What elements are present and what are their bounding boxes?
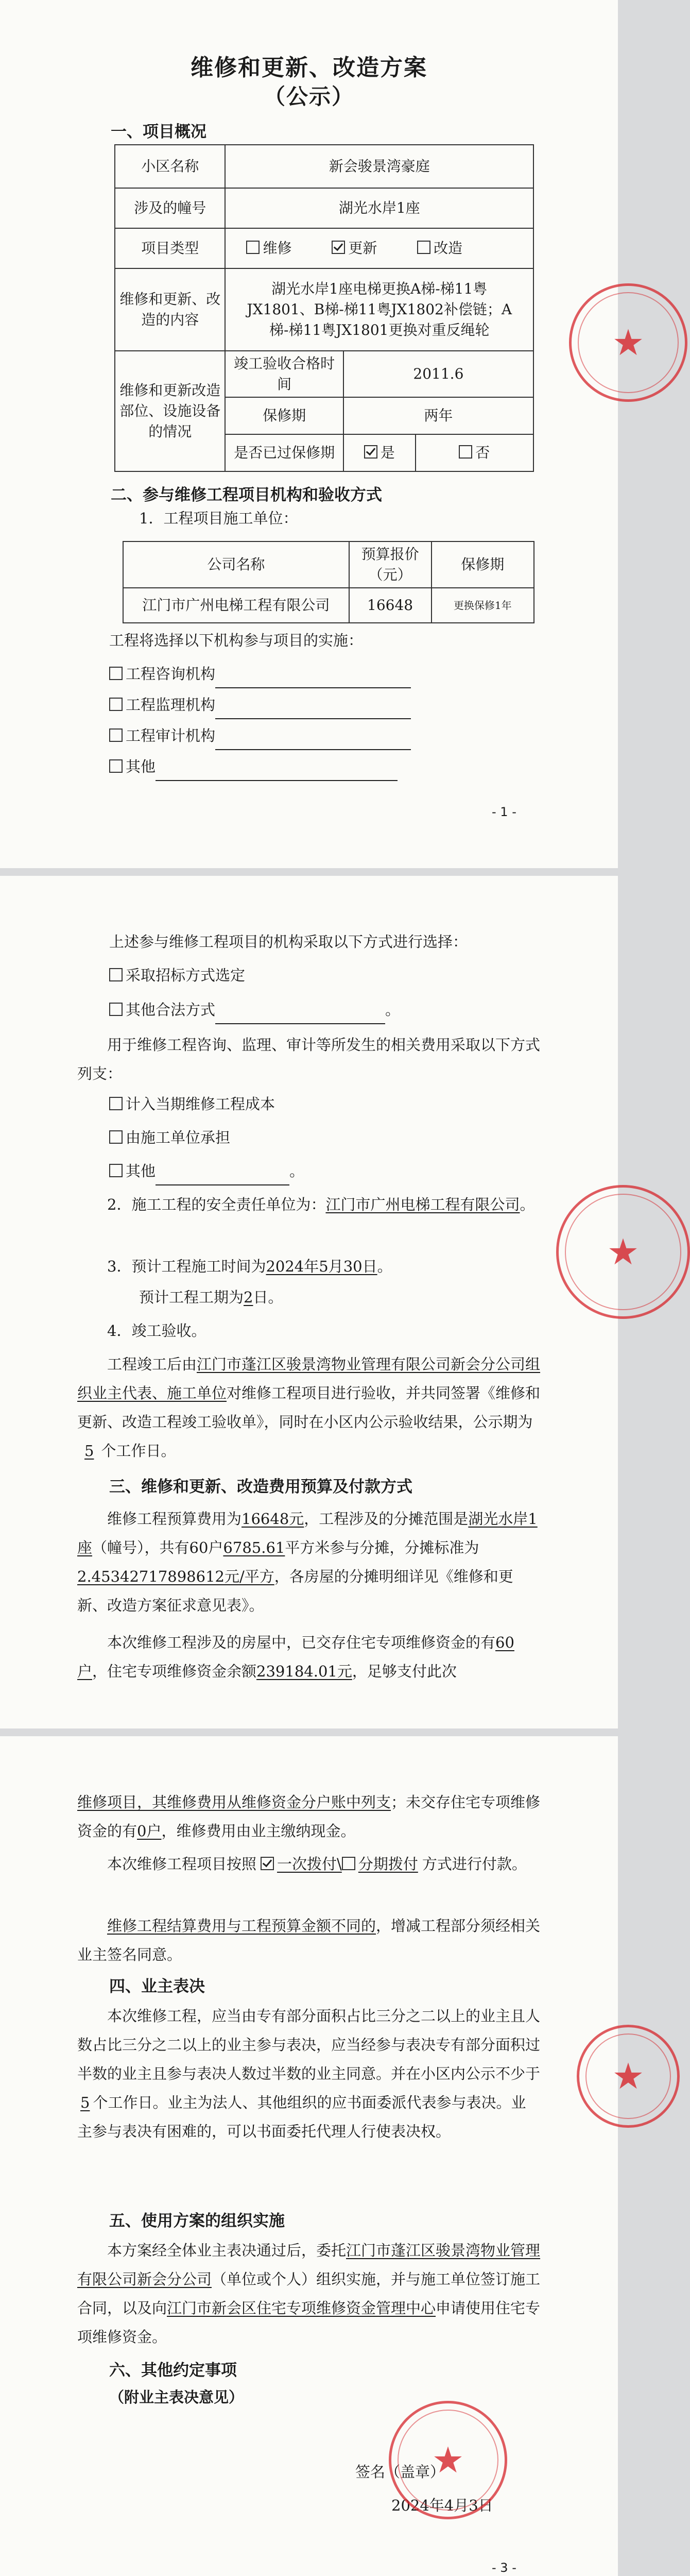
budget-text-5: ，各房屋的分摊明细详见《维修和更新、改造方案征求意见表》。 — [77, 1568, 513, 1614]
community-label: 小区名称 — [115, 145, 225, 188]
header-company: 公司名称 — [123, 541, 349, 588]
checkbox-other[interactable] — [109, 759, 123, 773]
payment-paragraph — [77, 1850, 541, 1878]
checkbox-installments[interactable] — [342, 1857, 355, 1870]
fee-option-1-label: 计入当期维修工程成本 — [126, 1095, 275, 1113]
period-days: 2 — [244, 1289, 253, 1306]
acceptance-value: 2011.6 — [343, 351, 533, 397]
official-seal — [577, 2025, 680, 2128]
diff-text-1: 维修工程结算费用与工程预算金额不同的 — [107, 1917, 376, 1935]
blank-line[interactable] — [156, 1167, 289, 1185]
budget-scope: 湖光水岸1座 — [77, 1510, 538, 1556]
checkbox-fee-contractor[interactable] — [109, 1130, 123, 1144]
acceptance-days: 5 — [84, 1442, 94, 1460]
official-seal — [556, 1185, 690, 1319]
document-subtitle: （公示） — [263, 84, 354, 109]
section1-heading: 一、项目概况 — [111, 123, 206, 141]
checkbox-fee-other[interactable] — [109, 1164, 123, 1177]
item3-prefix: 3．预计工程施工时间为 — [107, 1258, 266, 1275]
vote-paragraph — [77, 2002, 541, 2146]
content-value: 湖光水岸1座电梯更换A梯-梯11粤JX1801、B梯-梯11粤JX1802补偿链；A梯-梯11粤JX1801更换对重反绳轮 — [225, 268, 533, 351]
blank-line[interactable] — [215, 732, 411, 750]
budget-amount: 16648元 — [242, 1510, 304, 1528]
diff-text-2: ，增减工程部分须经相关业主签名同意。 — [77, 1917, 541, 1963]
vote-text: 本次维修工程，应当由专有部分面积占比三分之二以上的业主且人数占比三分之二以上的业主参与表决，应当经参与表决专有部分面积过半数的业主且参与表决人数过半数的业主同意。并在小区内公示不少于 — [77, 2007, 541, 2082]
checkbox-yes-checked[interactable] — [364, 445, 377, 459]
sign-label: 签名（盖章） — [355, 2463, 445, 2481]
cell-budget: 16648 — [349, 588, 432, 623]
impl-center: 江门市新会区住宅专项维修资金管理中心 — [167, 2299, 436, 2317]
fee-option-2-label: 由施工单位承担 — [126, 1129, 231, 1146]
expired-no — [416, 434, 533, 471]
construction-date: 2024年5月30日 — [266, 1258, 377, 1275]
agency-supervise-label: 工程监理机构 — [126, 696, 216, 714]
continuation-paragraph — [77, 1788, 541, 1845]
fee-option-3: 其他 。 — [109, 1157, 304, 1185]
cont-households: 0户 — [137, 1822, 162, 1840]
warranty-label: 保修期 — [225, 397, 343, 434]
pay-text-2: 方式进行付款。 — [422, 1855, 527, 1873]
impl-org: 江门市蓬江区骏景湾物业管理有限公司新会分公司 — [77, 2242, 541, 2288]
cell-warranty: 更换保修1年 — [432, 588, 534, 623]
budget-text-3: （幢号），共有60户 — [92, 1539, 223, 1556]
budget-area: 6785.61 — [223, 1539, 285, 1556]
warranty-value: 两年 — [343, 397, 533, 434]
vote-text-2: 个工作日。业主为法人、其他组织的应书面委派代表参与表决。业主参与表决有困难的，可以书面委托代理人行使表决权。 — [77, 2094, 526, 2140]
item2: 2．施工工程的安全责任单位为：江门市广州电梯工程有限公司。 — [107, 1196, 535, 1213]
checkbox-update-checked[interactable] — [332, 241, 345, 254]
period-suffix: 日。 — [253, 1289, 283, 1306]
official-seal — [569, 283, 687, 402]
agency-supervise — [109, 690, 411, 719]
yes-label: 是 — [380, 444, 395, 461]
no-label: 否 — [475, 444, 490, 461]
content-label: 维修和更新、改造的内容 — [115, 268, 225, 351]
fund-text-2: ，住宅专项维修资金余额 — [92, 1663, 257, 1680]
item3: 3．预计工程施工时间为2024年5月30日。 — [107, 1258, 392, 1275]
item4: 4．竣工验收。 — [107, 1322, 206, 1340]
impl-paragraph — [77, 2236, 541, 2351]
budget-rate: 2.45342717898612元/平方 — [77, 1568, 274, 1585]
header-budget: 预算报价（元） — [349, 541, 432, 588]
agency-other-label: 其他 — [126, 758, 156, 775]
fund-balance: 239184.01元 — [256, 1663, 352, 1680]
section2-heading: 二、参与维修工程项目机构和验收方式 — [111, 486, 382, 504]
item2-prefix: 2．施工工程的安全责任单位为： — [107, 1196, 326, 1213]
fee-text: 用于维修工程咨询、监理、审计等所发生的相关费用采取以下方式列支： — [77, 1036, 541, 1082]
header-warranty: 保修期 — [432, 541, 534, 588]
option-renovate-label: 改造 — [434, 240, 463, 257]
acceptance-label: 竣工验收合格时间 — [225, 351, 343, 397]
checkbox-other-method[interactable] — [109, 1003, 123, 1016]
attachment-note: （附业主表决意见） — [109, 2388, 244, 2406]
budget-text-2: ，工程涉及的分摊范围是 — [304, 1510, 469, 1528]
item1-text: 1．工程项目施工单位： — [139, 510, 298, 527]
item3-period — [139, 1283, 283, 1312]
page-2 — [0, 876, 640, 1728]
type-label: 项目类型 — [115, 228, 225, 268]
acceptance-text-2: 对维修工程项目进行验收，并共同签署《维修和更新、改造工程竣工验收单》，同时在小区内公示验收结果，公示期为 — [77, 1384, 541, 1431]
expired-label: 是否已过保修期 — [225, 434, 343, 471]
fee-option-1 — [109, 1090, 275, 1118]
checkbox-tender[interactable] — [109, 968, 123, 981]
fund-text-3: ，足够支付此次 — [352, 1663, 457, 1680]
acceptance-paragraph — [77, 1350, 541, 1465]
official-seal — [389, 2401, 507, 2519]
section5-heading: 五、使用方案的组织实施 — [109, 2212, 285, 2230]
page-number: - 3 - — [492, 2561, 516, 2575]
impl-text-3: 申请使用住宅专项维修资金。 — [77, 2299, 541, 2346]
choose-text: 工程将选择以下机构参与项目的实施： — [109, 632, 364, 649]
seal-star-icon: ★ — [432, 2439, 464, 2481]
vote-days: 5 — [80, 2094, 90, 2111]
blank-line[interactable] — [215, 701, 411, 719]
agency-audit — [109, 721, 411, 750]
section3-heading: 三、维修和更新、改造费用预算及付款方式 — [109, 1478, 412, 1496]
acceptance-text-1: 工程竣工后由 — [107, 1355, 197, 1373]
building-value: 湖光水岸1座 — [225, 188, 533, 228]
checkbox-audit[interactable] — [109, 728, 123, 742]
budget-paragraph — [77, 1504, 541, 1620]
safety-unit: 江门市广州电梯工程有限公司 — [325, 1196, 520, 1213]
pay-text-1: 本次维修工程项目按照 — [107, 1855, 257, 1873]
select-other: 其他合法方式 。 — [109, 995, 400, 1024]
agency-audit-label: 工程审计机构 — [126, 727, 216, 744]
checkbox-supervise[interactable] — [109, 698, 123, 711]
option-repair-label: 维修 — [263, 240, 292, 257]
agency-other — [109, 752, 398, 781]
cont-text-1: 维修项目，其维修费用从维修资金分户账中列支 — [77, 1793, 391, 1811]
checkbox-fee-cost[interactable] — [109, 1097, 123, 1110]
option-update-label: 更新 — [348, 240, 377, 257]
building-label: 涉及的幢号 — [115, 188, 225, 228]
blank-line[interactable] — [215, 670, 411, 688]
selection-intro: 上述参与维修工程项目的机构采取以下方式进行选择： — [109, 933, 468, 951]
cont-text-2: ；未交存住宅专项维修资金的有 — [77, 1793, 541, 1840]
section6-heading: 六、其他约定事项 — [109, 2361, 237, 2380]
page-number: - 1 - — [492, 805, 516, 819]
fund-text-1: 本次维修工程涉及的房屋中，已交存住宅专项维修资金的有 — [107, 1634, 496, 1651]
acceptance-org: 江门市蓬江区骏景湾物业管理有限公司新会分公司组织业主代表、施工单位 — [77, 1355, 541, 1402]
project-overview-table — [114, 144, 534, 472]
checkbox-renovate[interactable] — [417, 241, 430, 254]
acceptance-text-3: 个工作日。 — [101, 1442, 176, 1460]
seal-star-icon: ★ — [612, 321, 645, 364]
cell-company: 江门市广州电梯工程有限公司 — [123, 588, 349, 623]
checkbox-consult[interactable] — [109, 667, 123, 680]
diff-paragraph — [77, 1911, 541, 1969]
expired-yes — [343, 434, 416, 471]
document-title: 维修和更新、改造方案 — [191, 55, 427, 81]
impl-text-1: 本方案经全体业主表决通过后，委托 — [107, 2242, 347, 2259]
fee-option-2 — [109, 1123, 230, 1152]
seal-star-icon: ★ — [607, 1231, 640, 1273]
budget-text-1: 维修工程预算费用为 — [107, 1510, 242, 1528]
contractor-table — [123, 541, 534, 623]
community-value: 新会骏景湾豪庭 — [225, 145, 533, 188]
select-other-label: 其他合法方式 — [126, 1001, 216, 1019]
section4-heading: 四、业主表决 — [109, 1977, 205, 1996]
blank-line[interactable] — [156, 762, 398, 781]
blank-line[interactable] — [215, 1006, 385, 1024]
sign-date: 2024年4月3日 — [391, 2497, 493, 2514]
budget-text-4: 平方米参与分摊，分摊标准为 — [285, 1539, 479, 1556]
page-1 — [0, 0, 645, 868]
pay-options: 一次拨付\ 分期拨付 — [256, 1855, 422, 1873]
select-tender — [109, 961, 245, 990]
pay-option-1: 一次拨付 — [277, 1855, 337, 1873]
agency-consult — [109, 659, 411, 688]
impl-text-2: （单位或个人）组织实施，并与施工单位签订施工合同，以及向 — [77, 2270, 541, 2317]
fee-option-3-label: 其他 — [126, 1162, 156, 1180]
fund-households: 60户 — [77, 1634, 514, 1680]
agency-consult-label: 工程咨询机构 — [126, 665, 216, 683]
cont-text-3: ，维修费用由业主缴纳现金。 — [161, 1822, 356, 1840]
seal-star-icon: ★ — [612, 2055, 645, 2097]
checkbox-no[interactable] — [459, 445, 472, 459]
page-3 — [0, 1736, 645, 2576]
checkbox-lump-sum-checked[interactable] — [261, 1857, 274, 1870]
pay-option-2: 分期拨付 — [358, 1855, 418, 1873]
period-prefix: 预计工程工期为 — [139, 1289, 244, 1306]
fund-paragraph — [77, 1628, 541, 1686]
select-tender-label: 采取招标方式选定 — [126, 967, 246, 984]
location-label: 维修和更新改造部位、设施设备的情况 — [115, 351, 225, 471]
type-options — [225, 228, 533, 268]
checkbox-repair[interactable] — [246, 241, 260, 254]
